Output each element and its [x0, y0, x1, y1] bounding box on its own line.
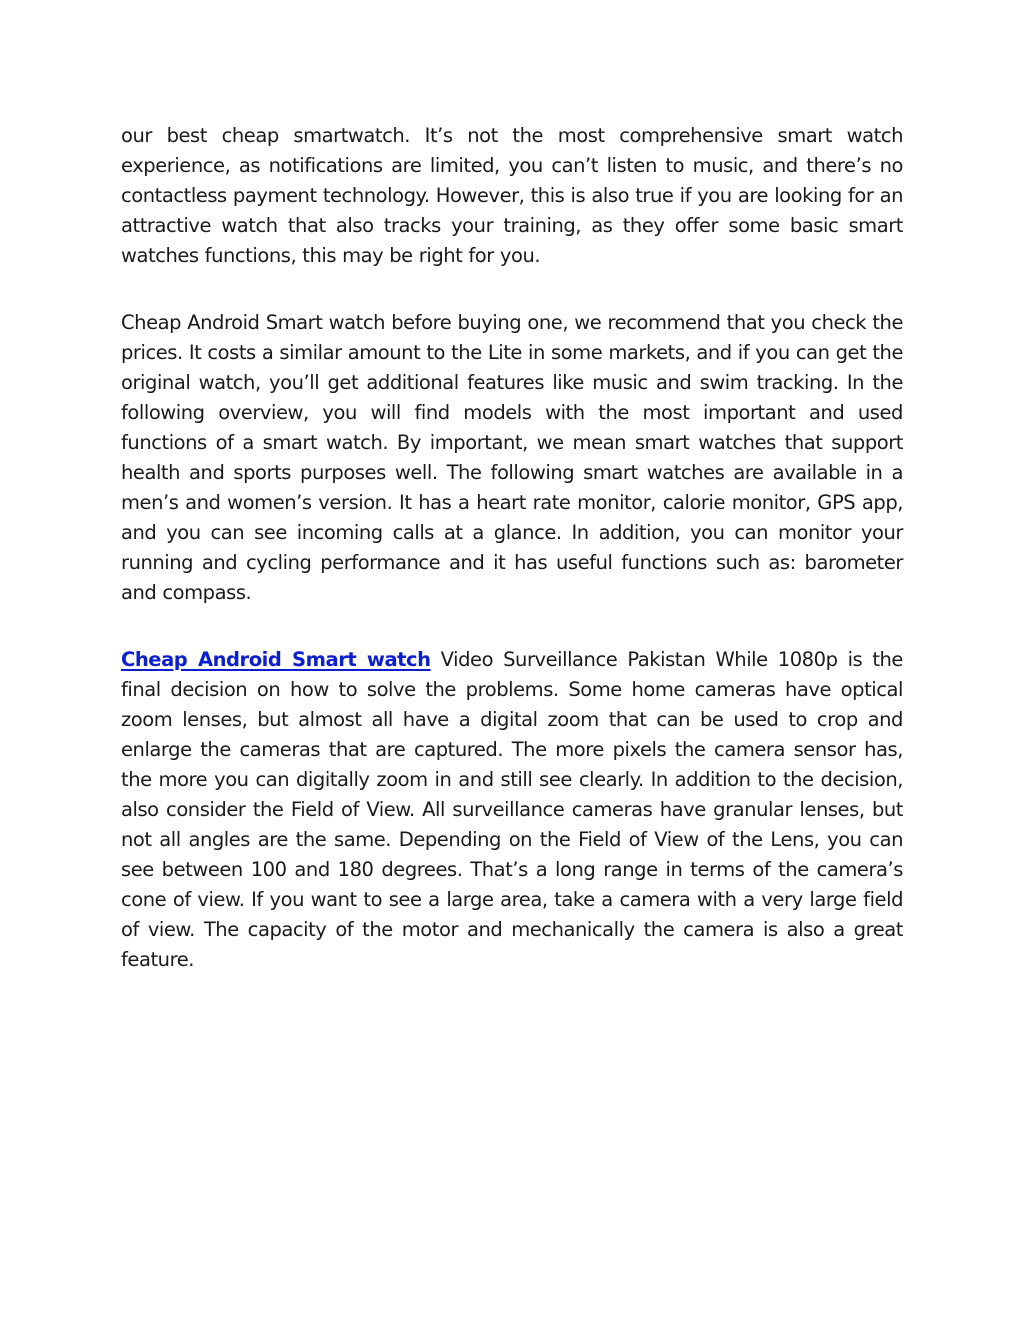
cheap-android-smart-watch-link[interactable]: Cheap Android Smart watch [121, 648, 431, 671]
paragraph-2: Cheap Android Smart watch before buying one, we recommend that you check the prices. It costs a similar amount to the Lite in some markets, and if you can get the original watch, you’ll get additional features like music and swim tracking. In the following overview, you will find models with the most important and used functions of a smart watch. By important, we mean smart watches that support health and sports purposes well. The following smart watches are available in a men’s and women’s version. It has a heart rate monitor, calorie monitor, GPS app, and you can see incoming calls at a glance. In addition, you can monitor your running and cycling performance and it has useful functions such as: barometer and compass. [121, 311, 903, 604]
paragraph-1: our best cheap smartwatch. It’s not the most comprehensive smart watch experience, as notifications are limited, you can’t listen to music, and there’s no contactless payment technology. However, this is also true if you are looking for an attractive watch that also tracks your training, as they offer some basic smart watches functions, this may be right for you. [121, 124, 903, 267]
document-body [121, 121, 903, 1012]
paragraph-3-text: Video Surveillance Pakistan While 1080p is the final decision on how to solve the problems. Some home cameras have optical zoom lenses, but almost all have a digital zoom that can be used to crop and enlarge the cameras that are captured. The more pixels the camera sensor has, the more you can digitally zoom in and still see clearly. In addition to the decision, also consider the Field of View. All surveillance cameras have granular lenses, but not all angles are the same. Depending on the Field of View of the Lens, you can see between 100 and 180 degrees. That’s a long range in terms of the camera’s cone of view. If you want to see a large area, take a camera with a very large field of view. The capacity of the motor and mechanically the camera is also a great feature. [121, 648, 903, 971]
paragraph-3 [121, 645, 903, 975]
